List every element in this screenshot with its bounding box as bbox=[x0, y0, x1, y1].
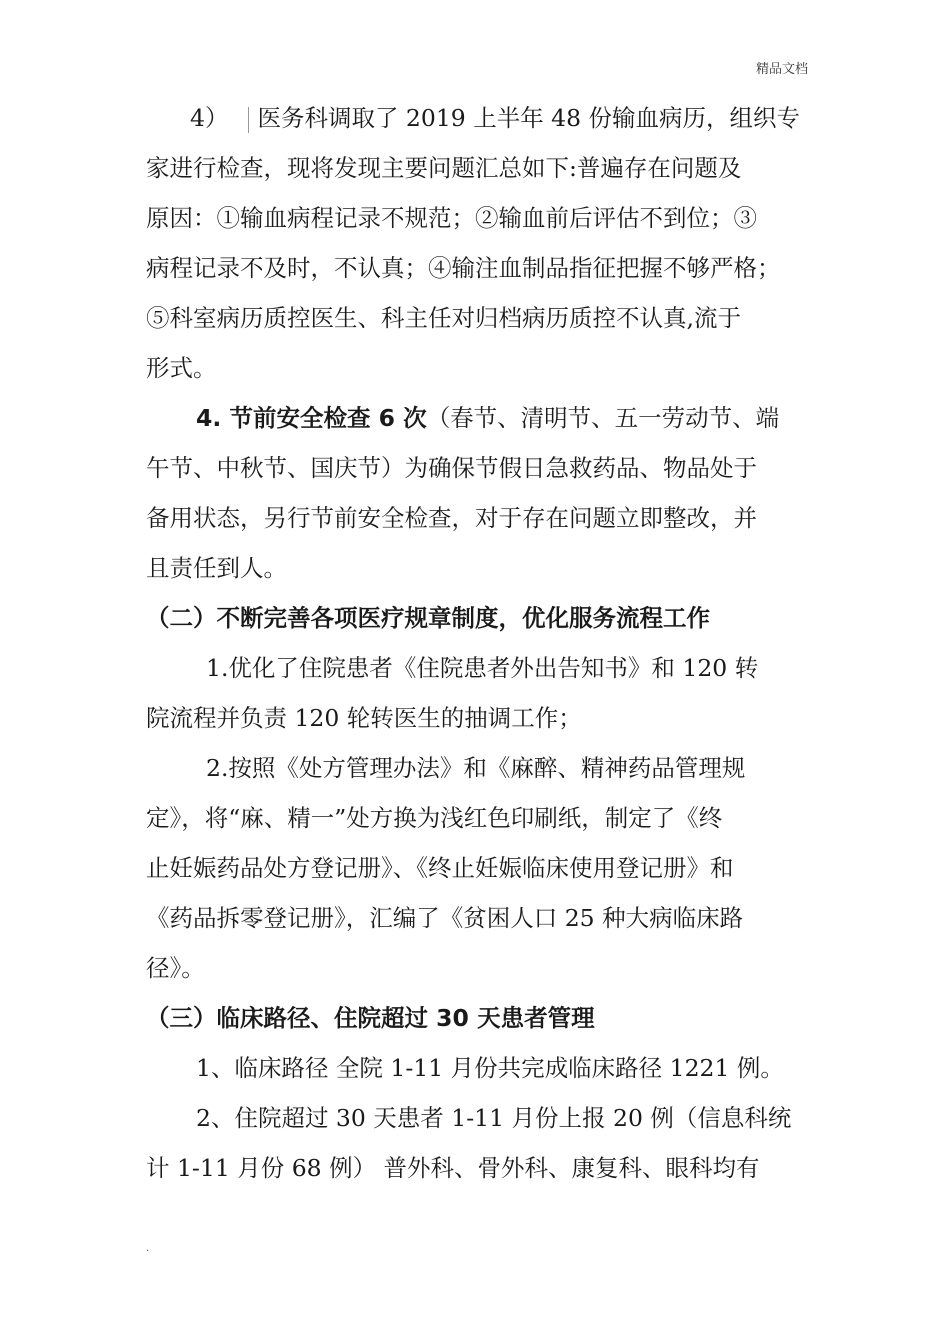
bold-lead: 4. 节前安全检查 6 次 bbox=[196, 404, 427, 432]
paragraph-line: 径》。 bbox=[146, 954, 205, 982]
paragraph-line: 病程记录不及时，不认真；④输注血制品指征把握不够严格； bbox=[146, 254, 781, 282]
paragraph-line: 且责任到人。 bbox=[146, 554, 287, 582]
paragraph-line: 备用状态，另行节前安全检查，对于存在问题立即整改，并 bbox=[146, 504, 757, 532]
paragraph-line: 止妊娠药品处方登记册》、《终止妊娠临床使用登记册》和 bbox=[146, 854, 734, 882]
paragraph-line: 家进行检查，现将发现主要问题汇总如下:普遍存在问题及 bbox=[146, 154, 742, 182]
paragraph-line: 形式。 bbox=[146, 354, 217, 382]
paragraph-line: 1、临床路径 全院 1-11 月份共完成临床路径 1221 例。 bbox=[196, 1054, 784, 1082]
paragraph-line: 2.按照《处方管理办法》和《麻醉、精神药品管理规 bbox=[206, 754, 746, 782]
paragraph-line bbox=[190, 104, 800, 133]
paragraph-line: 2、住院超过 30 天患者 1-11 月份上报 20 例（信息科统 bbox=[196, 1104, 792, 1132]
paragraph-line: 《药品拆零登记册》，汇编了《贫困人口 25 种大病临床路 bbox=[146, 904, 744, 932]
paragraph-line: 1.优化了住院患者《住院患者外出告知书》和 120 转 bbox=[206, 654, 759, 682]
paragraph-line: 原因：①输血病程记录不规范；②输血前后评估不到位；③ bbox=[146, 204, 757, 232]
paragraph-line: 定》，将“麻、精一”处方换为浅红色印刷纸，制定了《终 bbox=[146, 804, 723, 832]
section-heading: （三）临床路径、住院超过 30 天患者管理 bbox=[146, 1004, 595, 1032]
section-heading: （二）不断完善各项医疗规章制度，优化服务流程工作 bbox=[146, 604, 710, 632]
item-number: 4） bbox=[190, 104, 229, 132]
paragraph-line: ⑤科室病历质控医生、科主任对归档病历质控不认真,流于 bbox=[146, 304, 741, 332]
paragraph-line: 午节、中秋节、国庆节）为确保节假日急救药品、物品处于 bbox=[146, 454, 757, 482]
paragraph-text: （春节、清明节、五一劳动节、端 bbox=[426, 404, 780, 432]
paragraph-text: 医务科调取了 2019 上半年 48 份输血病历，组织专 bbox=[257, 104, 801, 132]
footer-mark: . bbox=[146, 1243, 150, 1254]
cursor-marker bbox=[248, 107, 249, 133]
paragraph-line: 院流程并负责 120 轮转医生的抽调工作； bbox=[146, 704, 582, 732]
paragraph-line bbox=[196, 404, 779, 432]
header-label: 精品文档 bbox=[755, 62, 808, 77]
paragraph-line: 计 1-11 月份 68 例） 普外科、骨外科、康复科、眼科均有 bbox=[146, 1154, 760, 1182]
